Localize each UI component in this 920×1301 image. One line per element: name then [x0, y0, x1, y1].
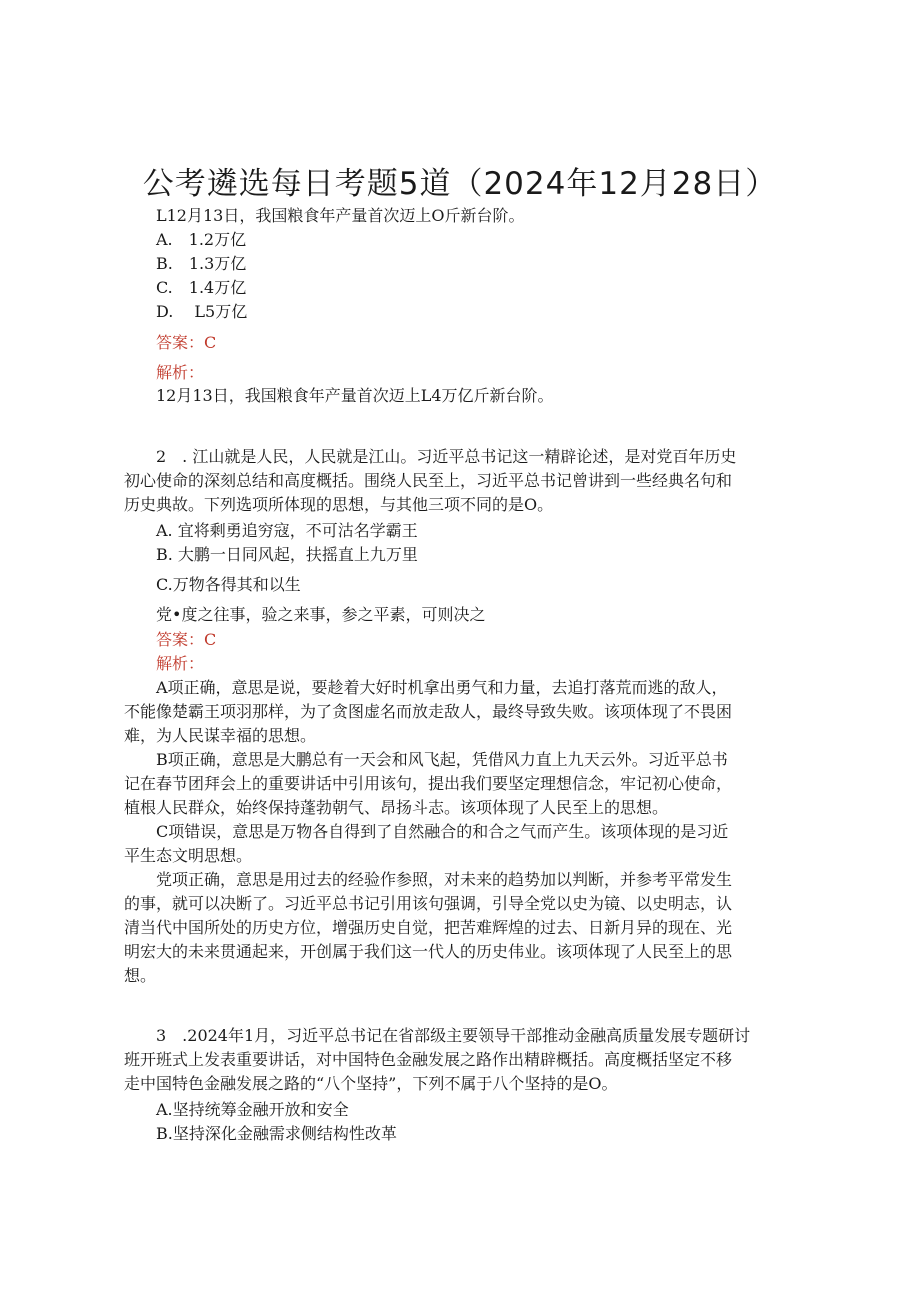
q1-option-d: D. L5万亿 — [156, 302, 248, 321]
q2-analysis-a-line: 不能像楚霸王项羽那样，为了贪图虚名而放走敌人，最终导致失败。该项体现了不畏困 — [124, 702, 733, 721]
q2-analysis-a-line: A项正确，意思是说，要趁着大好时机拿出勇气和力量，去追打落荒而逃的敌人， — [156, 678, 728, 697]
q2-option-a: A. 宜将剩勇追穷寇，不可沽名学霸王 — [156, 521, 418, 540]
q2-option-d: 党•度之往事，验之来事，参之平素，可则决之 — [156, 605, 486, 624]
q1-analysis: 12月13日，我国粮食年产量首次迈上L4万亿斤新台阶。 — [156, 386, 554, 405]
q2-stem-line: 初心使命的深刻总结和高度概括。围绕人民至上，习近平总书记曾讲到一些经典名句和 — [124, 471, 733, 490]
q2-stem-line: 历史典故。下列选项所体现的思想，与其他三项不同的是O。 — [124, 495, 554, 514]
page-title: 公考遴选每日考题5道（2024年12月28日） — [142, 166, 778, 202]
q2-analysis-c-line: 平生态文明思想。 — [124, 846, 253, 865]
q2-answer: 答案：C — [156, 630, 217, 649]
q2-analysis-d-line: 的事，就可以决断了。习近平总书记引用该句强调，引导全党以史为镜、以史明志，认 — [124, 894, 733, 913]
q2-analysis-b-line: 植根人民群众，始终保持蓬勃朝气、昂扬斗志。该项体现了人民至上的思想。 — [124, 798, 669, 817]
q1-analysis-label: 解析： — [156, 363, 205, 382]
q1-option-b: B. 1.3万亿 — [156, 254, 247, 273]
q2-analysis-label: 解析： — [156, 654, 205, 673]
q2-stem-line: 2 . 江山就是人民，人民就是江山。习近平总书记这一精辟论述，是对党百年历史 — [156, 447, 737, 466]
q2-analysis-d-line: 清当代中国所处的历史方位，增强历史自觉，把苦难辉煌的过去、日新月异的现在、光 — [124, 918, 733, 937]
q2-analysis-c-line: C项错误，意思是万物各自得到了自然融合的和合之气而产生。该项体现的是习近 — [156, 822, 729, 841]
q2-analysis-d-line: 想。 — [124, 966, 157, 985]
q2-analysis-d-line: 党项正确，意思是用过去的经验作参照，对未来的趋势加以判断，并参考平常发生 — [156, 870, 733, 889]
q1-option-a: A. 1.2万亿 — [156, 230, 247, 249]
q2-option-b: B. 大鹏一日同风起，扶摇直上九万里 — [156, 545, 418, 564]
q1-answer: 答案：C — [156, 333, 217, 352]
q3-stem-line: 班开班式上发表重要讲话，对中国特色金融发展之路作出精辟概括。高度概括坚定不移 — [124, 1050, 733, 1069]
q2-analysis-d-line: 明宏大的未来贯通起来，开创属于我们这一代人的历史伟业。该项体现了人民至上的思 — [124, 942, 733, 961]
q3-stem-line: 走中国特色金融发展之路的“八个坚持”，下列不属于八个坚持的是O。 — [124, 1074, 618, 1093]
q1-option-c: C. 1.4万亿 — [156, 278, 247, 297]
q2-analysis-b-line: B项正确，意思是大鹏总有一天会和风飞起，凭借风力直上九天云外。习近平总书 — [156, 750, 728, 769]
q2-option-c: C.万物各得其和以生 — [156, 575, 301, 594]
q3-option-b: B.坚持深化金融需求侧结构性改革 — [156, 1124, 397, 1143]
q2-analysis-b-line: 记在春节团拜会上的重要讲话中引用该句，提出我们要坚定理想信念，牢记初心使命， — [124, 774, 733, 793]
q3-stem-line: 3 .2024年1月，习近平总书记在省部级主要领导干部推动金融高质量发展专题研讨 — [156, 1026, 751, 1045]
q1-stem: L12月13日，我国粮食年产量首次迈上O斤新台阶。 — [156, 206, 525, 225]
q2-analysis-a-line: 难，为人民谋幸福的思想。 — [124, 726, 317, 745]
q3-option-a: A.坚持统筹金融开放和安全 — [156, 1100, 349, 1119]
